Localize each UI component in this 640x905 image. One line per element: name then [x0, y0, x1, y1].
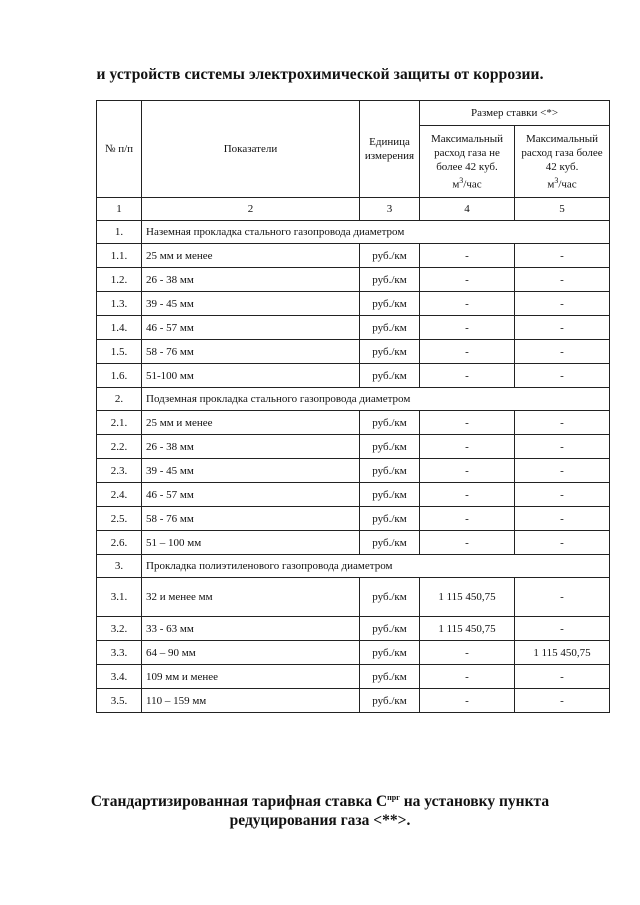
row-rate-over-42: -: [515, 578, 610, 617]
row-rate-under-42: -: [420, 316, 515, 340]
row-number: 1.3.: [97, 292, 142, 316]
header-rate-max-over-42: [515, 126, 610, 198]
row-rate-over-42: -: [515, 531, 610, 555]
footer-title-line2: редуцирования газа <**>.: [229, 812, 411, 830]
row-rate-over-42: -: [515, 364, 610, 388]
row-unit: руб./км: [360, 459, 420, 483]
row-rate-over-42: -: [515, 435, 610, 459]
row-indicator: 46 - 57 мм: [142, 483, 360, 507]
row-unit: руб./км: [360, 340, 420, 364]
section-row: [97, 221, 610, 244]
row-rate-over-42: 1 115 450,75: [515, 641, 610, 665]
row-rate-over-42: -: [515, 268, 610, 292]
row-indicator: 25 мм и менее: [142, 244, 360, 268]
header-rate-1-text: Максимальный расход газа не более 42 куб.: [430, 132, 504, 173]
row-rate-under-42: -: [420, 459, 515, 483]
row-rate-under-42: -: [420, 340, 515, 364]
section-title: Наземная прокладка стального газопровода диаметром: [142, 221, 610, 244]
row-rate-over-42: -: [515, 617, 610, 641]
header-rate-max-under-42: [420, 126, 515, 198]
table-row: [97, 531, 610, 555]
footer-title-sup: прг: [387, 793, 400, 802]
row-rate-under-42: -: [420, 435, 515, 459]
index-cell: 3: [360, 198, 420, 221]
row-unit: руб./км: [360, 689, 420, 713]
row-rate-under-42: -: [420, 507, 515, 531]
row-rate-over-42: -: [515, 665, 610, 689]
row-number: 2.6.: [97, 531, 142, 555]
row-unit: руб./км: [360, 268, 420, 292]
row-unit: руб./км: [360, 411, 420, 435]
row-number: 3.2.: [97, 617, 142, 641]
row-indicator: 58 - 76 мм: [142, 340, 360, 364]
row-rate-over-42: -: [515, 340, 610, 364]
table-row: [97, 507, 610, 531]
table-row: [97, 641, 610, 665]
row-rate-under-42: -: [420, 665, 515, 689]
row-unit: руб./км: [360, 244, 420, 268]
table-row: [97, 244, 610, 268]
table-row: [97, 292, 610, 316]
header-rate-2-suffix: /час: [558, 178, 577, 191]
row-indicator: 26 - 38 мм: [142, 268, 360, 292]
row-unit: руб./км: [360, 617, 420, 641]
row-indicator: 39 - 45 мм: [142, 292, 360, 316]
row-rate-under-42: -: [420, 292, 515, 316]
row-unit: руб./км: [360, 578, 420, 617]
header-rate-2-sup: 3: [554, 175, 559, 185]
row-number: 3.4.: [97, 665, 142, 689]
header-unit: Единица измерения: [360, 101, 420, 198]
row-rate-over-42: -: [515, 483, 610, 507]
row-indicator: 51-100 мм: [142, 364, 360, 388]
footer-title-line1-end: на установку пункта: [399, 793, 550, 811]
row-unit: руб./км: [360, 483, 420, 507]
row-indicator: 51 – 100 мм: [142, 531, 360, 555]
index-cell: 5: [515, 198, 610, 221]
row-rate-over-42: -: [515, 689, 610, 713]
row-rate-over-42: -: [515, 459, 610, 483]
row-unit: руб./км: [360, 641, 420, 665]
row-number: 3.5.: [97, 689, 142, 713]
row-indicator: 46 - 57 мм: [142, 316, 360, 340]
section-number: 3.: [97, 555, 142, 578]
table-row: [97, 411, 610, 435]
header-rate-group: Размер ставки <*>: [420, 101, 610, 126]
row-rate-over-42: -: [515, 507, 610, 531]
table-row: [97, 617, 610, 641]
header-rate-1-sup: 3: [459, 175, 464, 185]
column-index-row: [97, 198, 610, 221]
header-rate-2-unit: м: [547, 178, 555, 191]
row-indicator: 64 – 90 мм: [142, 641, 360, 665]
row-unit: руб./км: [360, 507, 420, 531]
row-rate-over-42: -: [515, 411, 610, 435]
row-rate-under-42: -: [420, 244, 515, 268]
section-row: [97, 388, 610, 411]
row-number: 3.1.: [97, 578, 142, 617]
row-rate-under-42: -: [420, 689, 515, 713]
table-row: [97, 483, 610, 507]
row-unit: руб./км: [360, 292, 420, 316]
row-unit: руб./км: [360, 316, 420, 340]
row-rate-under-42: -: [420, 641, 515, 665]
header-number: № п/п: [97, 101, 142, 198]
row-rate-over-42: -: [515, 292, 610, 316]
footer-title-line1-start: Стандартизированная тарифная ставка С: [90, 793, 388, 811]
section-title: Прокладка полиэтиленового газопровода диаметром: [142, 555, 610, 578]
table-row: [97, 459, 610, 483]
section-number: 2.: [97, 388, 142, 411]
section-number: 1.: [97, 221, 142, 244]
row-indicator: 110 – 159 мм: [142, 689, 360, 713]
row-rate-under-42: 1 115 450,75: [420, 578, 515, 617]
row-indicator: 39 - 45 мм: [142, 459, 360, 483]
row-rate-under-42: -: [420, 364, 515, 388]
row-unit: руб./км: [360, 665, 420, 689]
row-rate-over-42: -: [515, 244, 610, 268]
row-number: 2.1.: [97, 411, 142, 435]
table-row: [97, 435, 610, 459]
row-rate-under-42: -: [420, 411, 515, 435]
row-indicator: 26 - 38 мм: [142, 435, 360, 459]
table-row: [97, 689, 610, 713]
row-number: 2.4.: [97, 483, 142, 507]
index-cell: 2: [142, 198, 360, 221]
header-rate-1-suffix: /час: [463, 178, 482, 191]
row-unit: руб./км: [360, 531, 420, 555]
table-row: [97, 316, 610, 340]
header-rate-2-text: Максимальный расход газа более 42 куб.: [521, 132, 603, 173]
index-cell: 4: [420, 198, 515, 221]
row-rate-under-42: -: [420, 531, 515, 555]
header-rate-1-unit: м: [452, 178, 460, 191]
row-indicator: 58 - 76 мм: [142, 507, 360, 531]
row-number: 2.3.: [97, 459, 142, 483]
row-indicator: 33 - 63 мм: [142, 617, 360, 641]
row-number: 1.1.: [97, 244, 142, 268]
table-row: [97, 364, 610, 388]
row-unit: руб./км: [360, 364, 420, 388]
row-rate-over-42: -: [515, 316, 610, 340]
section-row: [97, 555, 610, 578]
table-row: [97, 578, 610, 617]
row-number: 1.6.: [97, 364, 142, 388]
section-title: Подземная прокладка стального газопровода диаметром: [142, 388, 610, 411]
row-number: 1.2.: [97, 268, 142, 292]
section-heading: и устройств системы электрохимической защиты от коррозии.: [96, 66, 544, 83]
row-number: 1.4.: [97, 316, 142, 340]
index-cell: 1: [97, 198, 142, 221]
row-indicator: 25 мм и менее: [142, 411, 360, 435]
row-unit: руб./км: [360, 435, 420, 459]
row-indicator: 32 и менее мм: [142, 578, 360, 617]
table-row: [97, 665, 610, 689]
row-number: 1.5.: [97, 340, 142, 364]
row-rate-under-42: 1 115 450,75: [420, 617, 515, 641]
row-indicator: 109 мм и менее: [142, 665, 360, 689]
row-number: 2.5.: [97, 507, 142, 531]
table-row: [97, 340, 610, 364]
row-rate-under-42: -: [420, 268, 515, 292]
header-indicator: Показатели: [142, 101, 360, 198]
footer-title: [0, 788, 640, 830]
table-row: [97, 268, 610, 292]
row-rate-under-42: -: [420, 483, 515, 507]
tariff-table: [96, 100, 610, 713]
row-number: 3.3.: [97, 641, 142, 665]
row-number: 2.2.: [97, 435, 142, 459]
